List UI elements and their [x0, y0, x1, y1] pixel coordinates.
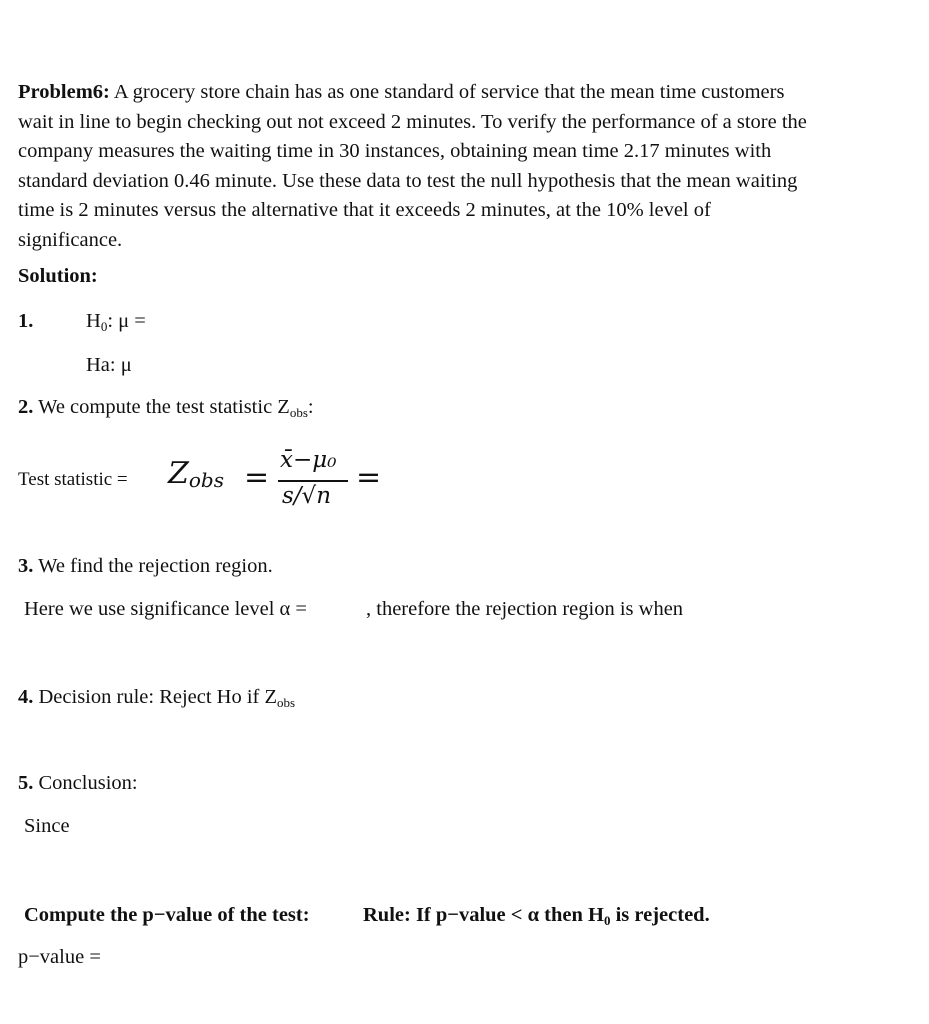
problem-line-5: time is 2 minutes versus the alternative that it exceeds 2 minutes, at the 10% level of	[18, 199, 711, 222]
alt-hypothesis: Ha: μ	[86, 354, 132, 376]
problem-line-6: significance.	[18, 228, 123, 251]
problem-line-4: standard deviation 0.46 minute. Use these data to test the null hypothesis that the mean waiting	[18, 169, 798, 192]
rejection-region-text: , therefore the rejection region is when	[366, 598, 684, 620]
problem-line-2: wait in line to begin checking out not exceed 2 minutes. To verify the performance of a store the	[18, 110, 807, 133]
solution-heading: Solution:	[18, 265, 98, 287]
pvalue-heading: Compute the p−value of the test:	[24, 904, 310, 926]
problem-statement	[18, 78, 913, 256]
formula-equals-2: =	[356, 460, 382, 495]
formula-equals-1: =	[244, 460, 270, 495]
pvalue-label: p−value =	[18, 946, 101, 968]
formula-z: Zobs	[168, 456, 224, 492]
step1-number: 1.	[18, 310, 34, 332]
problem-line-3: company measures the waiting time in 30 instances, obtaining mean time 2.17 minutes with	[18, 140, 772, 163]
decision-rule: 4. Decision rule: Reject Ho if Zobs	[18, 686, 296, 710]
problem-label: Problem6:	[18, 81, 110, 103]
problem-line-1: Problem6: A grocery store chain has as one standard of service that the mean time customers	[18, 81, 785, 103]
formula-label: Test statistic =	[18, 469, 128, 490]
formula-denominator: s/√n	[282, 483, 332, 509]
null-hypothesis: H0: μ =	[86, 310, 146, 334]
fraction-bar	[278, 480, 348, 482]
since-text: Since	[24, 815, 70, 837]
significance-level: Here we use significance level α =	[24, 598, 307, 620]
step2-text: 2. We compute the test statistic Zobs:	[18, 396, 314, 420]
conclusion-heading: 5. Conclusion:	[18, 772, 138, 794]
pvalue-rule: Rule: If p−value < α then H0 is rejected.	[363, 904, 710, 928]
step3-text: 3. We find the rejection region.	[18, 555, 273, 577]
formula-numerator: x̄−μ₀	[280, 447, 337, 473]
